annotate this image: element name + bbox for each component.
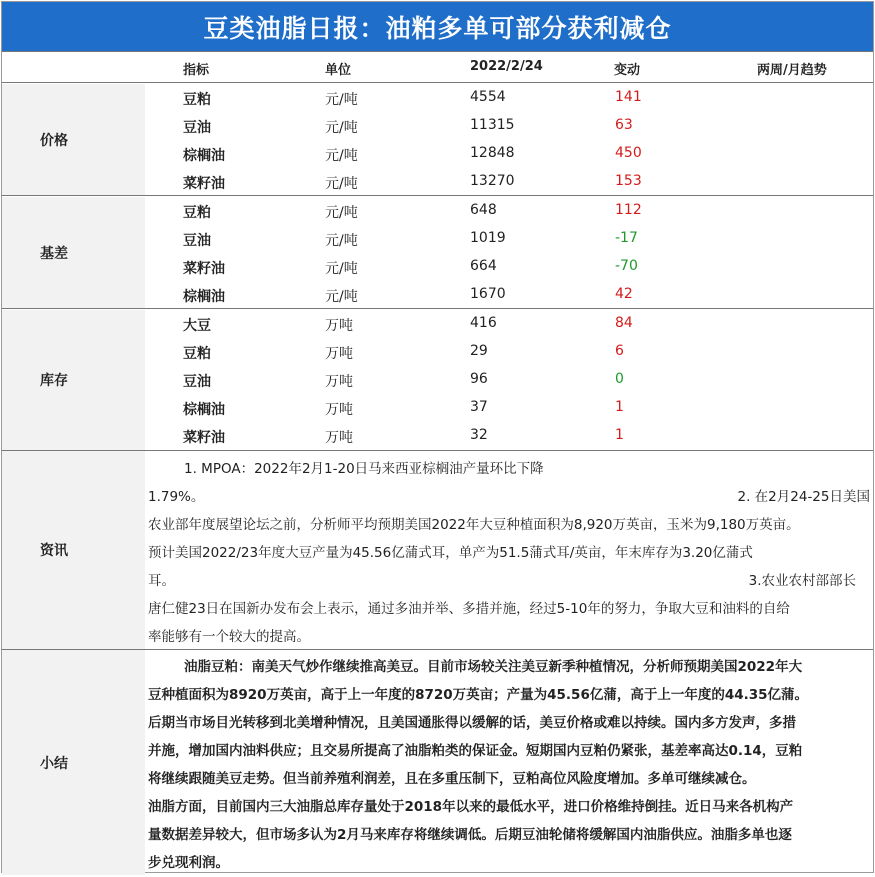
- news-line: 1. MPOA：2022年2月1-20日马来西亚棕榈油产量环比下降: [184, 461, 544, 477]
- row-change: 0: [615, 371, 624, 387]
- daily-report-table: [1, 1, 874, 873]
- news-line: 耳。: [148, 573, 175, 589]
- header-trend: 两周/月趋势: [757, 63, 827, 78]
- section-price: [2, 83, 873, 196]
- row-value: 4554: [470, 89, 506, 105]
- section-summary: [2, 650, 873, 875]
- table-row: [145, 84, 873, 112]
- table-row: [145, 197, 873, 225]
- row-unit: 元/吨: [325, 92, 358, 108]
- row-unit: 万吨: [325, 402, 353, 418]
- section-news: [2, 451, 873, 650]
- row-value: 1670: [470, 286, 506, 302]
- row-value: 96: [470, 371, 488, 387]
- row-indicator: 棕榈油: [183, 289, 225, 305]
- section-inventory-rows: [145, 310, 873, 450]
- row-value: 1019: [470, 230, 506, 246]
- row-unit: 万吨: [325, 346, 353, 362]
- summary-line: 后期当市场目光转移到北美增种情况，且美国通胀得以缓解的话，美豆价格或难以持续。国内多方发声，多措: [148, 715, 796, 731]
- row-change: 63: [615, 117, 633, 133]
- summary-line: 步兑现利润。: [148, 855, 229, 871]
- table-row: [145, 225, 873, 253]
- summary-line: 油脂豆粕：南美天气炒作继续推高美豆。目前市场较关注美豆新季种植情况，分析师预期美国2022年大: [184, 659, 803, 675]
- header-change: 变动: [614, 63, 641, 78]
- row-value: 29: [470, 343, 488, 359]
- section-label-price: 价格: [2, 84, 145, 195]
- row-unit: 元/吨: [325, 289, 358, 305]
- section-label-inventory: 库存: [2, 310, 145, 450]
- row-value: 13270: [470, 173, 515, 189]
- row-change: 450: [615, 145, 642, 161]
- table-row: [145, 281, 873, 309]
- table-row: [145, 366, 873, 394]
- header-date: 2022/2/24: [470, 59, 543, 74]
- section-basis-rows: [145, 197, 873, 308]
- row-unit: 元/吨: [325, 176, 358, 192]
- row-change: -70: [615, 258, 638, 274]
- section-label-basis: 基差: [2, 197, 145, 308]
- summary-line: 将继续跟随美豆走势。但当前养殖利润差，且在多重压制下，豆粕高位风险度增加。多单可继续减仓。: [148, 771, 756, 787]
- row-unit: 元/吨: [325, 233, 358, 249]
- row-value: 664: [470, 258, 497, 274]
- header-indicator: 指标: [183, 63, 210, 78]
- summary-line: 并施，增加国内油料供应；且交易所提高了油脂粕类的保证金。短期国内豆粕仍紧张，基差率高达0.14，豆粕: [148, 743, 803, 759]
- section-inventory: [2, 309, 873, 451]
- row-change: 141: [615, 89, 642, 105]
- section-price-rows: [145, 84, 873, 195]
- row-value: 648: [470, 202, 497, 218]
- news-line: 2. 在2月24-25日美国: [737, 489, 870, 505]
- section-label-news: 资讯: [2, 451, 145, 649]
- row-indicator: 豆粕: [183, 92, 211, 108]
- row-change: -17: [615, 230, 638, 246]
- summary-text: [145, 650, 873, 875]
- row-indicator: 大豆: [183, 318, 211, 334]
- row-change: 42: [615, 286, 633, 302]
- row-change: 1: [615, 399, 624, 415]
- row-indicator: 豆油: [183, 374, 211, 390]
- row-value: 11315: [470, 117, 515, 133]
- row-indicator: 豆粕: [183, 205, 211, 221]
- row-change: 6: [615, 343, 624, 359]
- row-change: 153: [615, 173, 642, 189]
- table-header: [2, 52, 873, 83]
- news-line: 率能够有一个较大的提高。: [148, 629, 310, 645]
- row-indicator: 菜籽油: [183, 430, 225, 446]
- summary-line: 油脂方面，目前国内三大油脂总库存量处于2018年以来的最低水平，进口价格维持倒挂。近日马来各机构产: [148, 799, 794, 815]
- table-row: [145, 394, 873, 422]
- row-indicator: 菜籽油: [183, 261, 225, 277]
- row-value: 32: [470, 427, 488, 443]
- row-value: 37: [470, 399, 488, 415]
- row-change: 112: [615, 202, 642, 218]
- summary-line: 量数据差异较大，但市场多认为2月马来库存将继续调低。后期豆油轮储将缓解国内油脂供应。油脂多单也逐: [148, 827, 792, 843]
- section-label-summary: 小结: [2, 650, 145, 875]
- header-unit: 单位: [325, 63, 352, 78]
- row-unit: 元/吨: [325, 261, 358, 277]
- row-change: 1: [615, 427, 624, 443]
- news-line: 农业部年度展望论坛之前，分析师平均预期美国2022年大豆种植面积为8,920万英亩，玉米为9,180万英亩。: [148, 517, 800, 533]
- section-basis: [2, 196, 873, 309]
- row-indicator: 菜籽油: [183, 176, 225, 192]
- table-row: [145, 140, 873, 168]
- row-indicator: 棕榈油: [183, 148, 225, 164]
- table-row: [145, 112, 873, 140]
- news-line-group: [148, 483, 870, 511]
- row-indicator: 豆粕: [183, 346, 211, 362]
- row-unit: 元/吨: [325, 120, 358, 136]
- row-unit: 元/吨: [325, 205, 358, 221]
- news-line: 3.农业农村部部长: [748, 573, 856, 589]
- row-unit: 万吨: [325, 430, 353, 446]
- row-unit: 元/吨: [325, 148, 358, 164]
- news-line: 唐仁健23日在国新办发布会上表示，通过多油并举、多措并施，经过5-10年的努力，争取大豆和油料的自给: [148, 601, 790, 617]
- news-line: 1.79%。: [148, 489, 205, 505]
- news-text: [145, 451, 873, 649]
- row-change: 84: [615, 315, 633, 331]
- report-title: 豆类油脂日报：油粕多单可部分获利减仓: [2, 2, 873, 52]
- news-line: 预计美国2022/23年度大豆产量为45.56亿蒲式耳，单产为51.5蒲式耳/英亩，年末库存为3.20亿蒲式: [148, 545, 753, 561]
- table-row: [145, 253, 873, 281]
- row-indicator: 豆油: [183, 120, 211, 136]
- row-indicator: 豆油: [183, 233, 211, 249]
- row-indicator: 棕榈油: [183, 402, 225, 418]
- table-row: [145, 338, 873, 366]
- news-line-group: [148, 567, 870, 595]
- row-unit: 万吨: [325, 318, 353, 334]
- row-unit: 万吨: [325, 374, 353, 390]
- table-row: [145, 422, 873, 450]
- summary-line: 豆种植面积为8920万英亩，高于上一年度的8720万英亩；产量为45.56亿蒲，高于上一年度的44.35亿蒲。: [148, 687, 809, 703]
- row-value: 416: [470, 315, 497, 331]
- table-row: [145, 310, 873, 338]
- row-value: 12848: [470, 145, 515, 161]
- table-row: [145, 168, 873, 196]
